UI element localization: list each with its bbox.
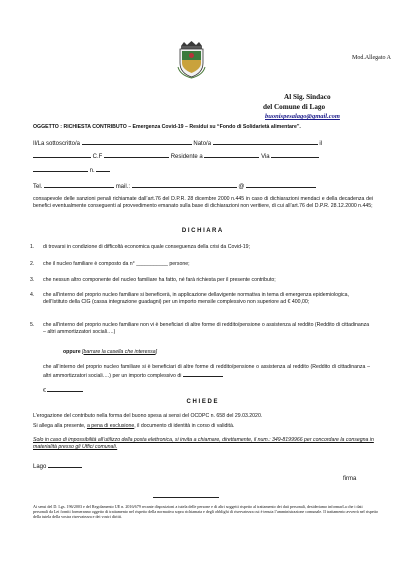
request-text: L’erogazione del contributo nella forma del buono spesa ai sensi del OCDPC n. 658 del 29.03.2020. xyxy=(33,413,263,419)
birthplace-field[interactable] xyxy=(213,139,318,145)
contact-note: Solo in caso di impossibilità all’utilizzo della posta elettronica, si invita a chiamare, direttamente, il num.: 349-8199966 per concordare la consegna in materialità presso gli Uffici comunali. xyxy=(33,437,374,450)
street-cont-field[interactable] xyxy=(33,166,88,172)
item-text: di trovarsi in condizione di difficoltà economica quale conseguenza della crisi da Covid-19; xyxy=(43,244,250,250)
oppure-label: oppure [barrare la casella che interessa] xyxy=(63,349,158,355)
place-row xyxy=(33,462,82,472)
subject-line: OGGETTO : RICHIESTA CONTRIBUTO – Emergenza Covid-19 – Residui su “Fondo di Solidarietà alimentare”. xyxy=(33,124,301,130)
privacy-footer: Ai sensi del D. Lgs. 196/2003 e del Regolamento UE n. 2016/679 recante disposizioni a tutela delle persone e di altri soggetti rispetto al trattamento dei dati personali, desideriamo informarLa che i dati personali da Lei forniti formeranno oggetto di trattamento nel rispetto della normativa sopra richiamata e degli obblighi di riservatezza cui è tenuta l’amministrazione comunale. Il trattamento avverrà nel rispetto della tutela della vostra riservatezza e dei vostri diritti. xyxy=(33,504,379,520)
email-link[interactable]: buonispesalago@gmail.com xyxy=(265,113,340,120)
item-text: che il nucleo familiare è composto da n° ___________ persone; xyxy=(43,261,190,267)
form-row-4 xyxy=(33,182,373,192)
mail-domain-field[interactable] xyxy=(246,182,316,188)
label-born: Nato/a xyxy=(193,141,212,147)
label-street: Via xyxy=(261,154,270,160)
item-number: 5. xyxy=(30,322,35,328)
label-residence: Residente a xyxy=(170,154,203,160)
prefix-field[interactable] xyxy=(33,152,91,158)
declaration-intro: consapevole delle sanzioni penali richiamate dall’art.76 del D.P.R. 28 dicembre 2000 n.445 in caso di dichiarazioni mendaci e della decadenza dei benefici eventualmente conseguenti al provvedimento emanato sulla base di dichiarazioni non veritiere, di cui all’art.76 del D.P.R. 28.12.2000 n.445; xyxy=(33,196,373,209)
alt-item-amount xyxy=(43,386,83,395)
alt-item-body: che all’interno del proprio nucleo familiare si è beneficiari di altre forme di reddito/pensione o assistenza al reddito (Reddito di cittadinanza – altri ammortizzatori sociali….) per un importo complessivo di xyxy=(43,364,370,379)
residence-field[interactable] xyxy=(204,152,259,158)
recipient-line2: del Comune di Lago xyxy=(263,103,326,111)
label-name: Il/La sottoscritto/a xyxy=(33,141,81,147)
place-label: Lago xyxy=(33,464,47,470)
alt-amount-prefix-line[interactable] xyxy=(183,371,223,377)
form-reference: Mod.Allegato A xyxy=(352,55,391,61)
attach-part-a: Si allega alla presente, xyxy=(33,423,87,429)
chiede-title: C H I E D E xyxy=(186,399,218,405)
name-field[interactable] xyxy=(82,139,192,145)
house-number-field[interactable] xyxy=(96,166,110,172)
label-at: @ xyxy=(238,184,245,190)
oppure-text: oppure xyxy=(63,349,81,355)
euro-sign: € xyxy=(43,388,46,394)
label-mail: mail.: xyxy=(115,184,131,190)
label-tel: Tel. xyxy=(33,184,43,190)
label-cf: C.F xyxy=(92,154,103,160)
item-number: 3. xyxy=(30,277,35,283)
attach-part-b: a pena di esclusione xyxy=(86,423,135,429)
tax-code-field[interactable] xyxy=(104,152,169,158)
oppure-note: barrare la casella che interessa xyxy=(83,349,156,355)
amount-field[interactable] xyxy=(47,386,83,392)
form-row-1 xyxy=(33,139,373,149)
date-field[interactable] xyxy=(48,462,82,468)
item-number: 1. xyxy=(30,244,35,250)
dichiara-title: D I C H I A R A xyxy=(181,228,223,234)
coat-of-arms-emblem xyxy=(175,39,208,79)
signature-line[interactable] xyxy=(153,497,219,498)
item-text: che all’interno del proprio nucleo familiare non vi è beneficiari di altre forme di reddito/pensione o assistenza al reddito (Reddito di cittadinanza – altri ammortizzatori sociali….) xyxy=(43,322,370,335)
form-row-3 xyxy=(33,166,373,176)
signature-label: firma xyxy=(343,476,357,482)
phone-field[interactable] xyxy=(44,182,114,188)
item-number: 2. xyxy=(30,261,35,267)
recipient-line1: Al Sig. Sindaco xyxy=(284,93,331,101)
attachment-text xyxy=(33,423,378,430)
item-text: che all’interno del proprio nucleo familiare si beneficerà, in applicazione dellavigente normativa in tema di emergenza epidemiologica, dell’Istituto della CIG (cassa integrazione guadagni) per un importo mensile complessivo non superiore ad € 400,00; xyxy=(43,292,349,305)
street-field[interactable] xyxy=(271,152,319,158)
label-number: n. xyxy=(89,168,95,174)
label-date: il xyxy=(319,141,323,147)
alt-item-text xyxy=(43,364,370,380)
attach-part-c: , il documento di identità in corso di validità. xyxy=(134,423,235,429)
mail-user-field[interactable] xyxy=(132,182,237,188)
item-number: 4. xyxy=(30,292,35,298)
form-row-2 xyxy=(33,152,373,162)
item-text: che nessun altro componente del nucleo familiare ha fatto, né farà richiesta per il presente contributo; xyxy=(43,277,276,283)
